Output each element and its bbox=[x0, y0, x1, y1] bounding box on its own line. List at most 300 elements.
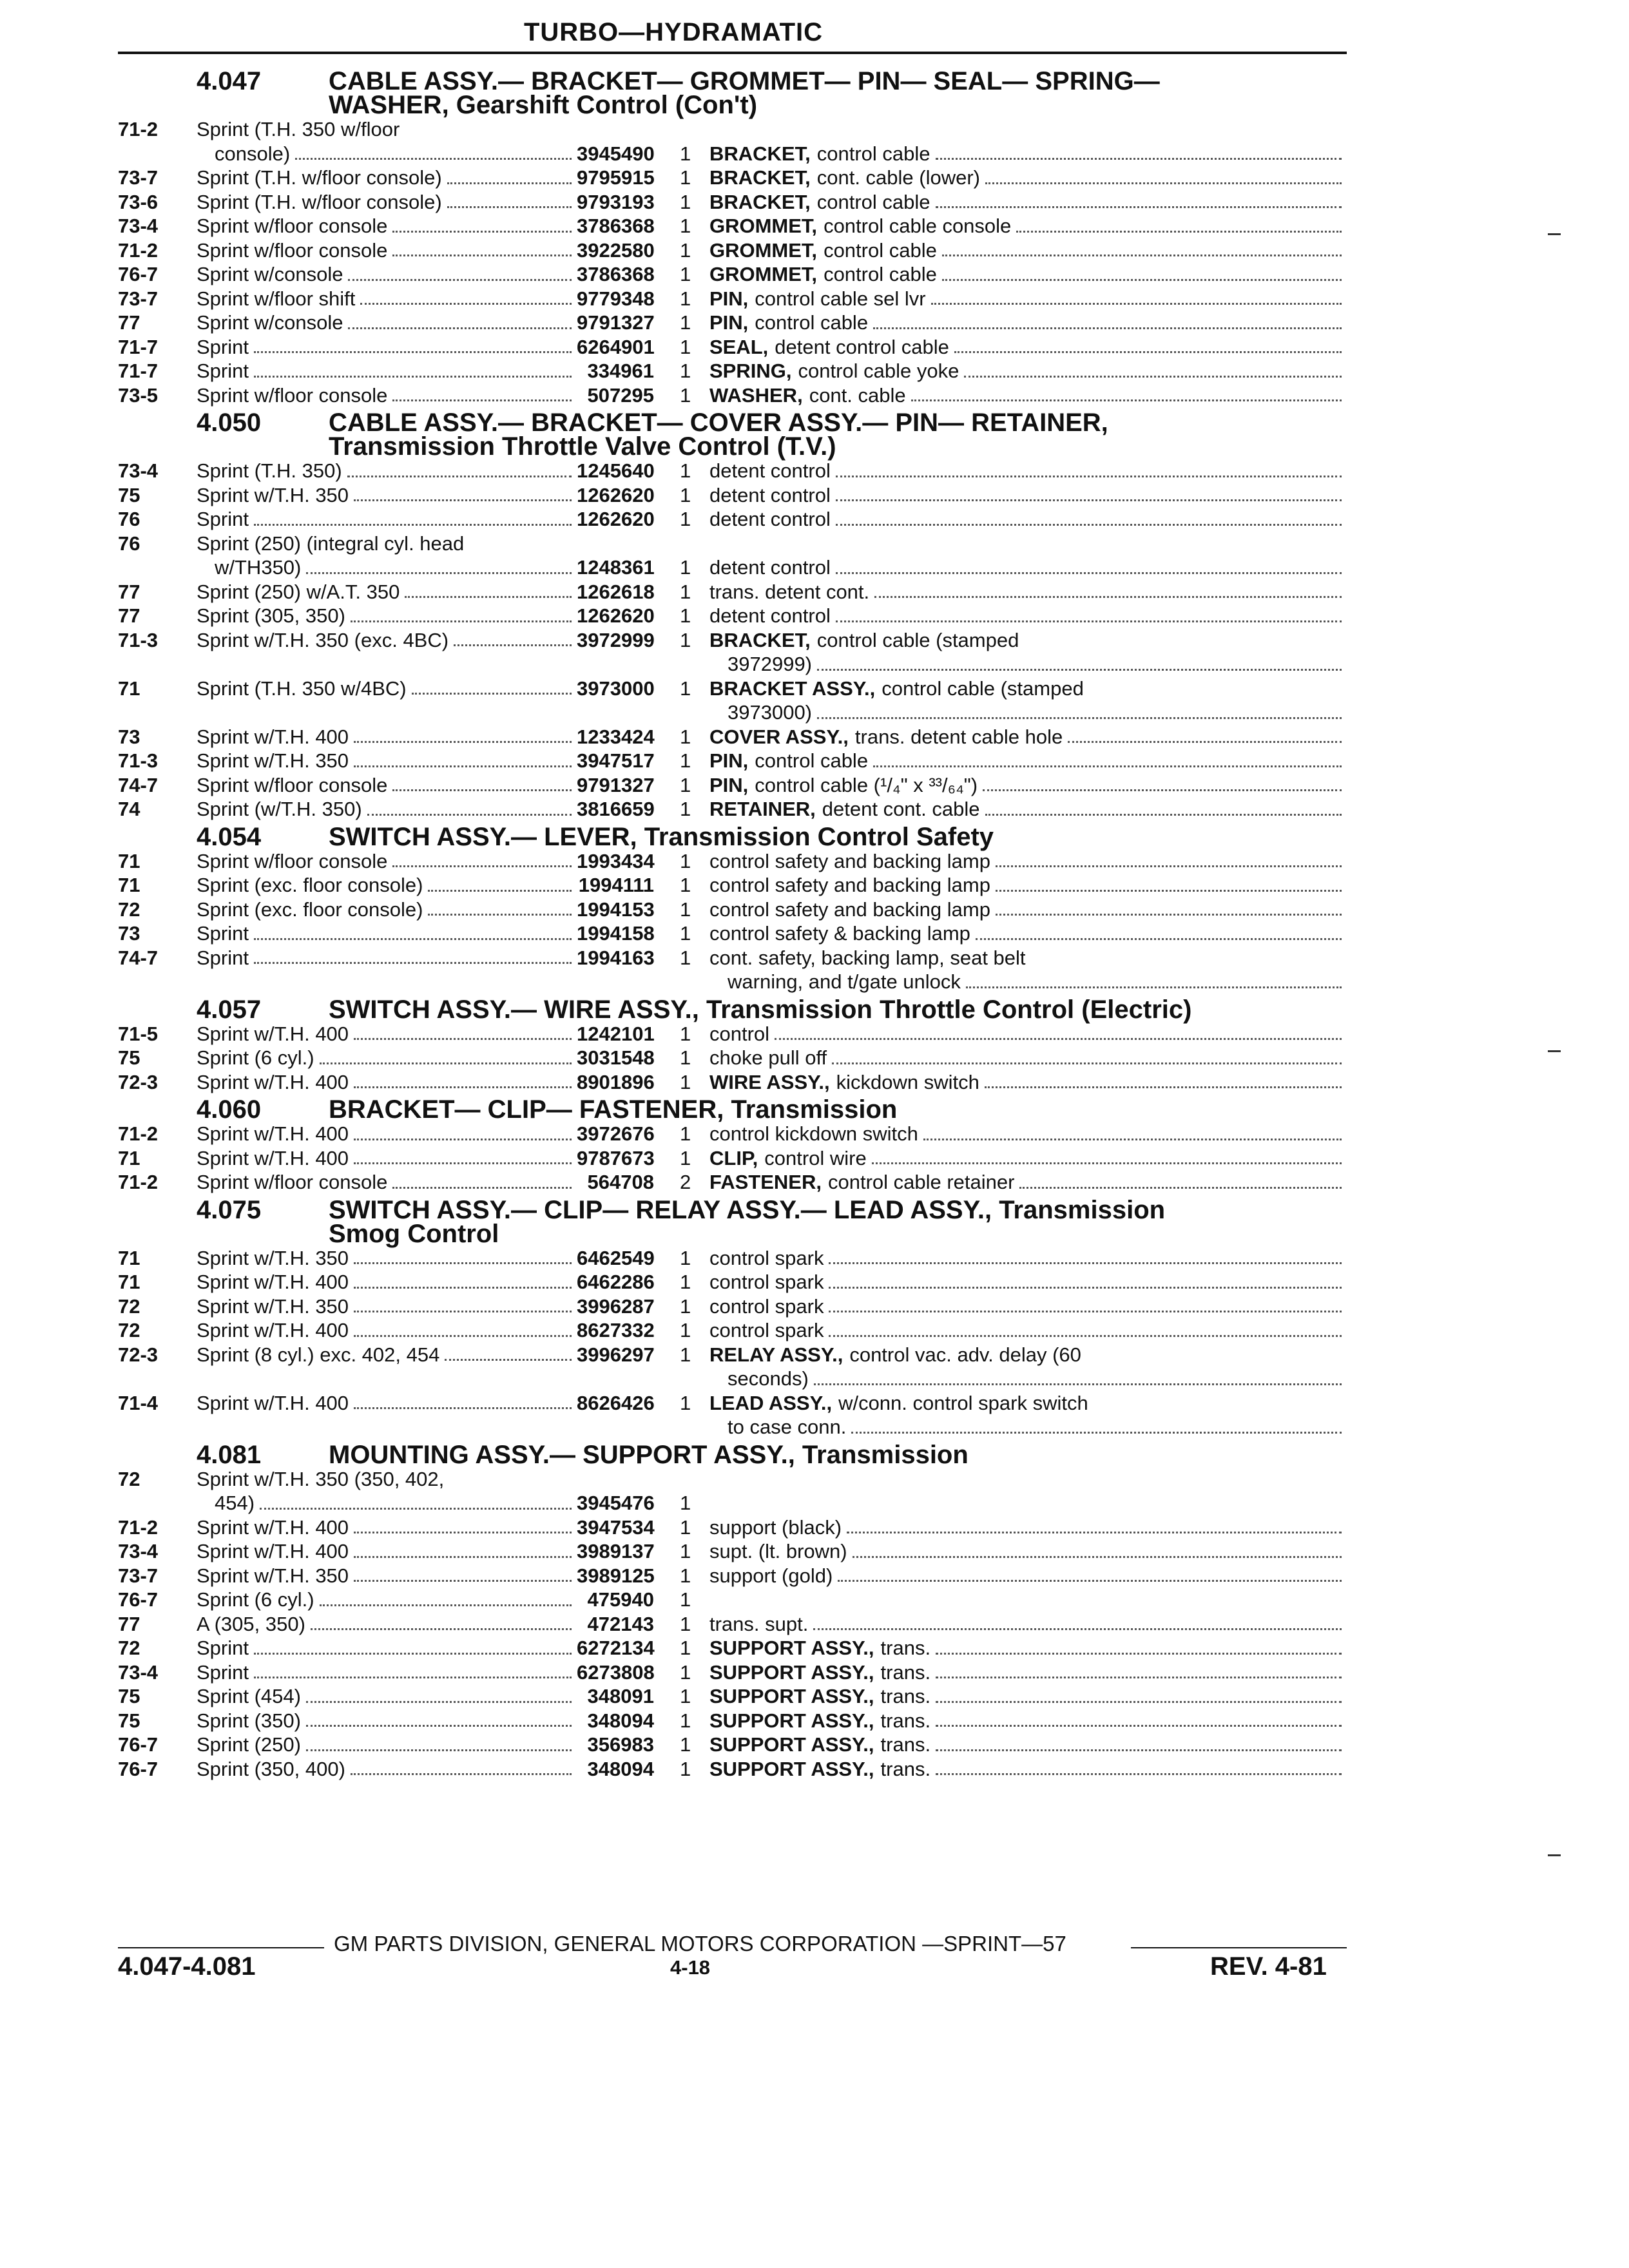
quantity: 1 bbox=[680, 1564, 691, 1587]
section-heading bbox=[118, 67, 1347, 119]
description-text: control cable (stamped bbox=[816, 628, 1019, 651]
description-continuation bbox=[709, 700, 1347, 725]
description-line bbox=[709, 1733, 1347, 1757]
parts-row bbox=[118, 749, 1347, 773]
quantity: 1 bbox=[680, 1660, 691, 1684]
description-line bbox=[709, 1318, 1347, 1343]
dot-leader bbox=[872, 1146, 1342, 1165]
quantity: 1 bbox=[680, 580, 691, 603]
section-number: 4.054 bbox=[197, 822, 262, 851]
application-cell bbox=[197, 335, 577, 360]
illustration-ref: 76-7 bbox=[118, 1757, 159, 1780]
description-line bbox=[709, 604, 1347, 628]
catalog-section bbox=[118, 1195, 1347, 1439]
description-keyword: RETAINER, bbox=[709, 798, 816, 820]
dot-leader bbox=[447, 190, 572, 209]
parts-row bbox=[118, 1588, 1347, 1612]
description-cell bbox=[709, 238, 1347, 263]
application-text: Sprint w/T.H. 350 bbox=[197, 1294, 349, 1318]
dot-leader bbox=[985, 1070, 1342, 1089]
application-line bbox=[197, 335, 577, 360]
description-line bbox=[709, 383, 1347, 408]
parts-row bbox=[118, 1046, 1347, 1070]
dot-leader bbox=[829, 1270, 1342, 1289]
dot-leader bbox=[354, 1564, 572, 1582]
application-text: Sprint w/T.H. 400 bbox=[197, 1146, 349, 1169]
quantity: 1 bbox=[680, 1343, 691, 1366]
dot-leader bbox=[354, 1246, 572, 1265]
description-cell bbox=[709, 262, 1347, 287]
illustration-ref: 72 bbox=[118, 898, 140, 921]
description-line bbox=[709, 1612, 1347, 1637]
dot-leader bbox=[354, 749, 572, 767]
section-heading bbox=[118, 1440, 1347, 1469]
dot-leader bbox=[836, 555, 1342, 574]
application-line bbox=[197, 383, 577, 408]
catalog-section bbox=[118, 822, 1347, 994]
quantity: 1 bbox=[680, 946, 691, 969]
section-title: CABLE ASSY.— BRACKET— COVER ASSY.— PIN— RETAINER, Transmission Throttle Valve Control (T.V.) bbox=[329, 408, 1108, 461]
description-line bbox=[709, 1757, 1347, 1782]
description-cell bbox=[709, 1757, 1347, 1782]
application-line bbox=[197, 1343, 577, 1367]
application-line bbox=[197, 311, 577, 335]
application-cell bbox=[197, 1318, 577, 1343]
dot-leader bbox=[354, 1515, 572, 1534]
dot-leader bbox=[829, 1246, 1342, 1265]
application-line bbox=[197, 1146, 577, 1171]
parts-row bbox=[118, 1146, 1347, 1171]
parts-row bbox=[118, 507, 1347, 532]
illustration-ref: 72 bbox=[118, 1467, 140, 1490]
application-text: Sprint w/T.H. 400 bbox=[197, 1515, 349, 1539]
application-line bbox=[197, 1588, 577, 1612]
quantity: 1 bbox=[680, 360, 691, 382]
description-text: control cable yoke bbox=[798, 360, 959, 382]
description-line bbox=[709, 507, 1347, 532]
description-text: kickdown switch bbox=[836, 1070, 979, 1093]
dot-leader bbox=[254, 1660, 572, 1679]
description-keyword: LEAD ASSY., bbox=[709, 1391, 833, 1414]
dot-leader bbox=[936, 142, 1342, 160]
description-text: control spark bbox=[709, 1271, 824, 1293]
description-line bbox=[709, 1636, 1347, 1660]
parts-row bbox=[118, 1318, 1347, 1343]
description-keyword: PIN, bbox=[709, 749, 749, 772]
description-text: trans. detent cont. bbox=[709, 580, 870, 603]
section-number: 4.060 bbox=[197, 1095, 262, 1124]
parts-row bbox=[118, 604, 1347, 628]
application-text: Sprint (350) bbox=[197, 1709, 301, 1732]
description-keyword: GROMMET, bbox=[709, 238, 818, 262]
description-cell bbox=[709, 1709, 1347, 1733]
parts-row bbox=[118, 677, 1347, 725]
description-text: trans. bbox=[880, 1757, 931, 1780]
illustration-ref: 73 bbox=[118, 725, 140, 748]
description-text: control cable retainer bbox=[827, 1171, 1015, 1193]
application-cell bbox=[197, 262, 577, 287]
application-cell bbox=[197, 1660, 577, 1685]
quantity: 1 bbox=[680, 1612, 691, 1635]
dot-leader bbox=[254, 946, 572, 965]
quantity: 1 bbox=[680, 1122, 691, 1145]
description-cell bbox=[709, 1246, 1347, 1271]
part-number: 1248361 bbox=[577, 556, 655, 579]
description-line bbox=[709, 628, 1347, 653]
dot-leader bbox=[354, 1070, 572, 1089]
description-text: detent control bbox=[709, 459, 831, 482]
application-cell bbox=[197, 725, 577, 749]
part-number: 3945476 bbox=[577, 1492, 655, 1514]
application-line bbox=[197, 580, 577, 604]
description-text: control safety and backing lamp bbox=[709, 874, 990, 896]
application-text: console) bbox=[215, 142, 291, 165]
parts-row bbox=[118, 1391, 1347, 1439]
description-cell bbox=[709, 1294, 1347, 1319]
parts-row bbox=[118, 483, 1347, 508]
part-number: 3031548 bbox=[577, 1046, 655, 1069]
description-keyword: PIN, bbox=[709, 311, 749, 334]
application-line bbox=[197, 749, 577, 773]
application-text: Sprint (8 cyl.) exc. 402, 454 bbox=[197, 1343, 440, 1366]
parts-row bbox=[118, 383, 1347, 408]
parts-row bbox=[118, 1294, 1347, 1319]
dot-leader bbox=[923, 1122, 1342, 1140]
parts-row bbox=[118, 1022, 1347, 1046]
illustration-ref: 71-2 bbox=[118, 118, 159, 140]
description-cell bbox=[709, 773, 1347, 798]
application-line bbox=[197, 677, 577, 701]
part-number: 3973000 bbox=[577, 677, 655, 700]
application-text: Sprint (250) (integral cyl. head bbox=[197, 532, 465, 555]
application-cell bbox=[197, 311, 577, 335]
application-cell bbox=[197, 383, 577, 408]
application-cell bbox=[197, 507, 577, 532]
parts-row bbox=[118, 1246, 1347, 1271]
application-text: Sprint bbox=[197, 508, 249, 530]
illustration-ref: 73-7 bbox=[118, 166, 159, 189]
dot-leader bbox=[817, 652, 1342, 671]
application-cell bbox=[197, 1391, 577, 1416]
parts-row bbox=[118, 1564, 1347, 1588]
dot-leader bbox=[829, 1318, 1342, 1337]
dot-leader bbox=[306, 1684, 572, 1703]
application-text: Sprint w/console bbox=[197, 311, 343, 334]
description-text: detent control bbox=[709, 483, 831, 506]
dot-leader bbox=[392, 214, 572, 233]
dot-leader bbox=[836, 507, 1342, 526]
part-number: 1993434 bbox=[577, 849, 655, 872]
catalog-section bbox=[118, 67, 1347, 407]
description-text: control cable bbox=[755, 749, 869, 772]
application-cell bbox=[197, 1564, 577, 1588]
description-cell bbox=[709, 1070, 1347, 1095]
description-text: trans. bbox=[880, 1685, 931, 1707]
dot-leader bbox=[454, 628, 572, 647]
application-line bbox=[197, 849, 577, 874]
section-title: BRACKET— CLIP— FASTENER, Transmission bbox=[329, 1095, 898, 1124]
dot-leader bbox=[936, 190, 1342, 209]
dot-leader bbox=[985, 166, 1342, 184]
dot-leader bbox=[354, 1294, 572, 1313]
dot-leader bbox=[351, 604, 572, 622]
part-number: 6264901 bbox=[577, 335, 655, 358]
dot-leader bbox=[954, 335, 1342, 354]
part-number: 8626426 bbox=[577, 1391, 655, 1414]
description-continuation bbox=[709, 970, 1347, 994]
illustration-ref: 71-3 bbox=[118, 749, 159, 772]
part-number: 472143 bbox=[587, 1612, 654, 1635]
dot-leader bbox=[392, 849, 572, 868]
application-line bbox=[197, 238, 577, 263]
application-line bbox=[197, 1564, 577, 1588]
description-line bbox=[709, 1146, 1347, 1171]
section-title: SWITCH ASSY.— LEVER, Transmission Control Safety bbox=[329, 822, 994, 851]
quantity: 1 bbox=[680, 1246, 691, 1269]
quantity: 2 bbox=[680, 1171, 691, 1193]
application-line bbox=[197, 1070, 577, 1095]
illustration-ref: 75 bbox=[118, 1046, 140, 1069]
illustration-ref: 77 bbox=[118, 311, 140, 334]
illustration-ref: 73-4 bbox=[118, 459, 159, 482]
dot-leader bbox=[874, 580, 1342, 599]
description-text: cont. safety, backing lamp, seat belt bbox=[709, 946, 1026, 969]
illustration-ref: 76-7 bbox=[118, 1733, 159, 1756]
description-keyword: WIRE ASSY., bbox=[709, 1070, 830, 1093]
description-line bbox=[709, 262, 1347, 287]
application-cell bbox=[197, 1467, 577, 1515]
quantity: 1 bbox=[680, 190, 691, 213]
parts-row bbox=[118, 898, 1347, 922]
quantity: 1 bbox=[680, 874, 691, 896]
dot-leader bbox=[873, 749, 1342, 767]
description-text: trans. bbox=[880, 1660, 931, 1684]
description-cell bbox=[709, 190, 1347, 215]
dot-leader bbox=[412, 677, 572, 695]
application-line bbox=[197, 946, 577, 970]
description-text: control safety and backing lamp bbox=[709, 898, 990, 921]
dot-leader bbox=[254, 359, 572, 378]
description-line bbox=[709, 335, 1347, 360]
description-line bbox=[709, 1539, 1347, 1564]
dot-leader bbox=[354, 725, 572, 744]
description-text: control spark bbox=[709, 1246, 824, 1269]
part-number: 3945490 bbox=[577, 142, 655, 165]
application-cell bbox=[197, 1170, 577, 1195]
description-line bbox=[709, 1022, 1347, 1046]
application-cell bbox=[197, 677, 577, 701]
section-title: SWITCH ASSY.— CLIP— RELAY ASSY.— LEAD ASSY., Transmission Smog Control bbox=[329, 1195, 1166, 1248]
illustration-ref: 73 bbox=[118, 922, 140, 945]
description-keyword: PIN, bbox=[709, 773, 749, 796]
quantity: 1 bbox=[680, 459, 691, 482]
catalog-section bbox=[118, 995, 1347, 1095]
application-cell bbox=[197, 1146, 577, 1171]
dot-leader bbox=[838, 1564, 1342, 1582]
dot-leader bbox=[814, 1367, 1342, 1385]
description-cell bbox=[709, 1343, 1347, 1391]
description-line bbox=[709, 1684, 1347, 1709]
footer-rule-left bbox=[118, 1947, 324, 1948]
quantity: 1 bbox=[680, 1271, 691, 1293]
section-number: 4.081 bbox=[197, 1440, 262, 1469]
dot-leader bbox=[983, 773, 1342, 792]
margin-mark bbox=[1548, 233, 1561, 235]
section-title: MOUNTING ASSY.— SUPPORT ASSY., Transmission bbox=[329, 1440, 969, 1469]
description-text: control cable bbox=[824, 238, 937, 262]
description-text: support (black) bbox=[709, 1515, 842, 1539]
parts-row bbox=[118, 459, 1347, 483]
part-number: 475940 bbox=[587, 1588, 654, 1611]
parts-row bbox=[118, 873, 1347, 898]
application-cell bbox=[197, 849, 577, 874]
application-cell bbox=[197, 1343, 577, 1367]
part-number: 1262620 bbox=[577, 604, 655, 627]
part-number: 8901896 bbox=[577, 1070, 655, 1093]
quantity: 1 bbox=[680, 335, 691, 358]
dot-leader bbox=[1068, 725, 1342, 744]
parts-row bbox=[118, 946, 1347, 994]
dot-leader bbox=[813, 1612, 1342, 1631]
description-line bbox=[709, 580, 1347, 604]
quantity: 1 bbox=[680, 922, 691, 945]
description-line bbox=[709, 483, 1347, 508]
application-line bbox=[197, 1294, 577, 1319]
description-line bbox=[709, 1270, 1347, 1294]
part-number: 3947534 bbox=[577, 1515, 655, 1539]
illustration-ref: 73-4 bbox=[118, 215, 159, 237]
illustration-ref: 76-7 bbox=[118, 1588, 159, 1611]
application-text: Sprint w/T.H. 400 bbox=[197, 1271, 349, 1293]
application-line bbox=[197, 725, 577, 749]
dot-leader bbox=[306, 1733, 572, 1751]
dot-leader bbox=[428, 898, 572, 916]
dot-leader bbox=[873, 311, 1342, 329]
parts-row bbox=[118, 1515, 1347, 1540]
application-text: Sprint w/T.H. 400 bbox=[197, 1022, 349, 1045]
illustration-ref: 71-4 bbox=[118, 1391, 159, 1414]
application-cell bbox=[197, 166, 577, 190]
illustration-ref: 74-7 bbox=[118, 946, 159, 969]
illustration-ref: 71 bbox=[118, 1246, 140, 1269]
application-text: w/TH350) bbox=[215, 556, 302, 579]
application-line bbox=[197, 532, 577, 556]
application-cell bbox=[197, 483, 577, 508]
application-cell bbox=[197, 1294, 577, 1319]
description-line bbox=[709, 1515, 1347, 1540]
part-number: 3786368 bbox=[577, 215, 655, 237]
description-cell bbox=[709, 1612, 1347, 1637]
dot-leader bbox=[836, 483, 1342, 502]
illustration-ref: 72-3 bbox=[118, 1343, 159, 1366]
part-number: 3989125 bbox=[577, 1564, 655, 1587]
parts-row bbox=[118, 532, 1347, 580]
application-cell bbox=[197, 580, 577, 604]
part-number: 564708 bbox=[587, 1171, 654, 1193]
description-line bbox=[709, 898, 1347, 922]
application-line bbox=[197, 1636, 577, 1660]
dot-leader bbox=[354, 1122, 572, 1140]
dot-leader bbox=[936, 1636, 1342, 1655]
description-keyword: BRACKET, bbox=[709, 142, 811, 165]
part-number: 1994111 bbox=[578, 874, 654, 896]
illustration-ref: 71 bbox=[118, 849, 140, 872]
description-cell bbox=[709, 1733, 1347, 1757]
application-text: Sprint w/T.H. 400 bbox=[197, 725, 349, 748]
parts-row bbox=[118, 311, 1347, 335]
parts-row bbox=[118, 725, 1347, 749]
quantity: 1 bbox=[680, 483, 691, 506]
application-text: Sprint w/floor console bbox=[197, 215, 388, 237]
description-text: choke pull off bbox=[709, 1046, 827, 1069]
quantity: 1 bbox=[680, 1588, 691, 1611]
application-text: Sprint (w/T.H. 350) bbox=[197, 798, 362, 820]
quantity: 1 bbox=[680, 604, 691, 627]
application-text: Sprint w/T.H. 400 bbox=[197, 1319, 349, 1341]
description-keyword: CLIP, bbox=[709, 1146, 758, 1169]
dot-leader bbox=[354, 1146, 572, 1165]
description-text: control spark bbox=[709, 1319, 824, 1341]
dot-leader bbox=[405, 580, 572, 599]
description-cont-text: 3972999) bbox=[728, 653, 813, 675]
illustration-ref: 77 bbox=[118, 604, 140, 627]
description-line bbox=[709, 166, 1347, 190]
quantity: 1 bbox=[680, 263, 691, 285]
quantity: 1 bbox=[680, 1146, 691, 1169]
dot-leader bbox=[936, 1684, 1342, 1703]
application-text: Sprint (T.H. 350 w/floor bbox=[197, 118, 400, 140]
part-number: 3972676 bbox=[577, 1122, 655, 1145]
parts-row bbox=[118, 1270, 1347, 1294]
quantity: 1 bbox=[680, 1319, 691, 1341]
quantity: 1 bbox=[680, 215, 691, 237]
description-line bbox=[709, 946, 1347, 970]
application-cell bbox=[197, 287, 577, 311]
illustration-ref: 73-5 bbox=[118, 383, 159, 407]
description-cell bbox=[709, 1046, 1347, 1070]
section-number: 4.050 bbox=[197, 408, 262, 437]
description-cell bbox=[709, 797, 1347, 822]
description-cell bbox=[709, 532, 1347, 580]
part-number: 6273808 bbox=[577, 1660, 655, 1684]
description-keyword: SUPPORT ASSY., bbox=[709, 1709, 874, 1732]
application-line bbox=[197, 1612, 577, 1637]
part-number: 1994153 bbox=[577, 898, 655, 921]
quantity: 1 bbox=[680, 1757, 691, 1780]
dot-leader bbox=[936, 1660, 1342, 1679]
application-text: Sprint bbox=[197, 335, 249, 358]
application-cell bbox=[197, 1684, 577, 1709]
quantity: 1 bbox=[680, 749, 691, 772]
parts-row bbox=[118, 921, 1347, 946]
parts-row bbox=[118, 117, 1347, 166]
description-cell bbox=[709, 1467, 1347, 1492]
application-line bbox=[197, 1391, 577, 1416]
description-cell bbox=[709, 1684, 1347, 1709]
dot-leader bbox=[942, 262, 1342, 281]
part-number: 9787673 bbox=[577, 1146, 655, 1169]
description-text: control cable (stamped bbox=[882, 677, 1084, 700]
parts-row bbox=[118, 1612, 1347, 1637]
quantity: 1 bbox=[680, 798, 691, 820]
part-number: 1994158 bbox=[577, 922, 655, 945]
description-keyword: PIN, bbox=[709, 287, 749, 310]
quantity: 1 bbox=[680, 628, 691, 651]
description-keyword: SEAL, bbox=[709, 335, 769, 358]
application-text: Sprint (305, 350) bbox=[197, 604, 345, 627]
description-cell bbox=[709, 1515, 1347, 1540]
catalog-section bbox=[118, 1095, 1347, 1195]
